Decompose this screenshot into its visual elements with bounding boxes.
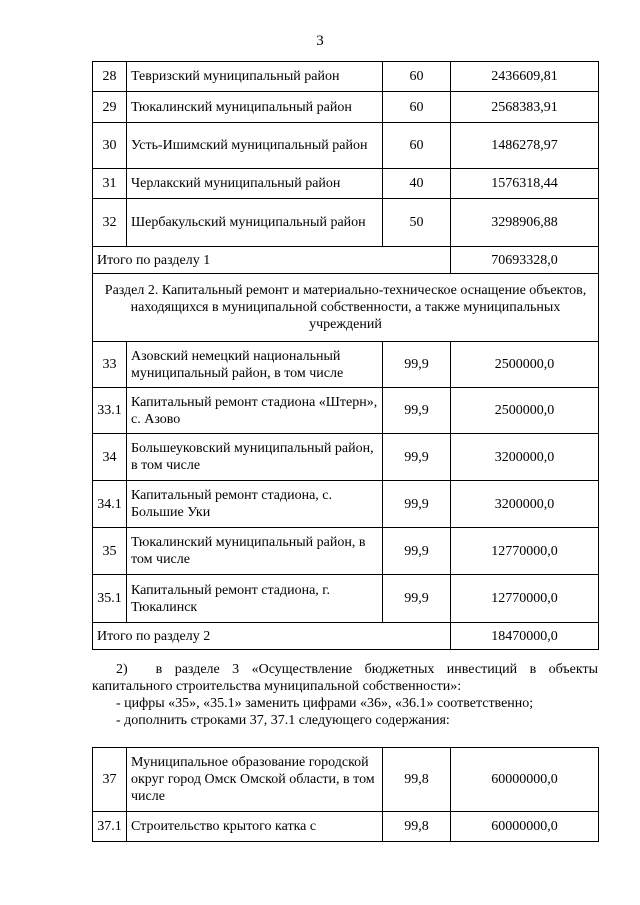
row-amount: 12770000,0 xyxy=(451,528,599,575)
section-title: Раздел 2. Капитальный ремонт и материально-техническое оснащение объектов, находящихся в муниципальной собственности, а также муниципальных учреждений xyxy=(93,274,599,342)
row-name: Шербакульский муниципальный район xyxy=(127,199,383,247)
row-number: 35 xyxy=(93,528,127,575)
row-percent: 99,8 xyxy=(383,748,451,812)
section-total-row xyxy=(93,247,599,274)
section-total-row xyxy=(93,623,599,650)
row-number: 33.1 xyxy=(93,388,127,434)
row-percent: 99,9 xyxy=(383,481,451,528)
row-amount: 60000000,0 xyxy=(451,748,599,812)
section-header-row xyxy=(93,274,599,342)
amendment-paragraph xyxy=(92,661,598,729)
table-row xyxy=(93,434,599,481)
budget-table-additions xyxy=(92,747,599,842)
row-amount: 2500000,0 xyxy=(451,342,599,388)
row-percent: 99,9 xyxy=(383,528,451,575)
row-number: 31 xyxy=(93,169,127,199)
row-number: 34 xyxy=(93,434,127,481)
paragraph-line: - цифры «35», «35.1» заменить цифрами «36», «36.1» соответственно; xyxy=(116,696,534,711)
row-name: Муниципальное образование городской округ город Омск Омской области, в том числе xyxy=(127,748,383,812)
row-percent: 50 xyxy=(383,199,451,247)
row-amount: 12770000,0 xyxy=(451,575,599,623)
row-amount: 1576318,44 xyxy=(451,169,599,199)
row-number: 28 xyxy=(93,62,127,92)
table-row xyxy=(93,342,599,388)
row-percent: 60 xyxy=(383,92,451,123)
total-label: Итого по разделу 2 xyxy=(93,623,451,650)
row-percent: 99,9 xyxy=(383,342,451,388)
row-name: Тюкалинский муниципальный район xyxy=(127,92,383,123)
budget-table-main xyxy=(92,61,599,650)
row-name: Большеуковский муниципальный район, в том числе xyxy=(127,434,383,481)
table-row xyxy=(93,528,599,575)
row-amount: 3298906,88 xyxy=(451,199,599,247)
row-number: 37.1 xyxy=(93,812,127,842)
table-row xyxy=(93,575,599,623)
row-percent: 99,9 xyxy=(383,388,451,434)
row-amount: 3200000,0 xyxy=(451,481,599,528)
table-row xyxy=(93,62,599,92)
table-row xyxy=(93,123,599,169)
row-number: 37 xyxy=(93,748,127,812)
row-number: 34.1 xyxy=(93,481,127,528)
table-row xyxy=(93,388,599,434)
row-amount: 60000000,0 xyxy=(451,812,599,842)
total-amount: 70693328,0 xyxy=(451,247,599,274)
row-name: Усть-Ишимский муниципальный район xyxy=(127,123,383,169)
page-number: 3 xyxy=(316,33,324,49)
table-row xyxy=(93,199,599,247)
row-name: Капитальный ремонт стадиона «Штерн», с. Азово xyxy=(127,388,383,434)
row-name: Тевризский муниципальный район xyxy=(127,62,383,92)
row-number: 30 xyxy=(93,123,127,169)
row-name: Строительство крытого катка с xyxy=(127,812,383,842)
row-percent: 99,9 xyxy=(383,434,451,481)
row-number: 35.1 xyxy=(93,575,127,623)
total-amount: 18470000,0 xyxy=(451,623,599,650)
row-percent: 40 xyxy=(383,169,451,199)
row-number: 29 xyxy=(93,92,127,123)
total-label: Итого по разделу 1 xyxy=(93,247,451,274)
table-row xyxy=(93,748,599,812)
table-row xyxy=(93,812,599,842)
row-amount: 2568383,91 xyxy=(451,92,599,123)
row-amount: 2436609,81 xyxy=(451,62,599,92)
row-amount: 3200000,0 xyxy=(451,434,599,481)
row-name: Азовский немецкий национальный муниципальный район, в том числе xyxy=(127,342,383,388)
table-row xyxy=(93,481,599,528)
row-percent: 60 xyxy=(383,123,451,169)
row-number: 32 xyxy=(93,199,127,247)
paragraph-line: 2) в разделе 3 «Осуществление бюджетных инвестиций в объекты капитального строительства муниципальной собственности»: xyxy=(92,662,598,694)
paragraph-line: - дополнить строками 37, 37.1 следующего содержания: xyxy=(116,713,450,728)
row-percent: 99,8 xyxy=(383,812,451,842)
row-name: Черлакский муниципальный район xyxy=(127,169,383,199)
row-number: 33 xyxy=(93,342,127,388)
table-row xyxy=(93,92,599,123)
table-row xyxy=(93,169,599,199)
row-amount: 1486278,97 xyxy=(451,123,599,169)
row-name: Капитальный ремонт стадиона, с. Большие Уки xyxy=(127,481,383,528)
row-percent: 99,9 xyxy=(383,575,451,623)
row-percent: 60 xyxy=(383,62,451,92)
row-amount: 2500000,0 xyxy=(451,388,599,434)
row-name: Капитальный ремонт стадиона, г. Тюкалинск xyxy=(127,575,383,623)
row-name: Тюкалинский муниципальный район, в том числе xyxy=(127,528,383,575)
